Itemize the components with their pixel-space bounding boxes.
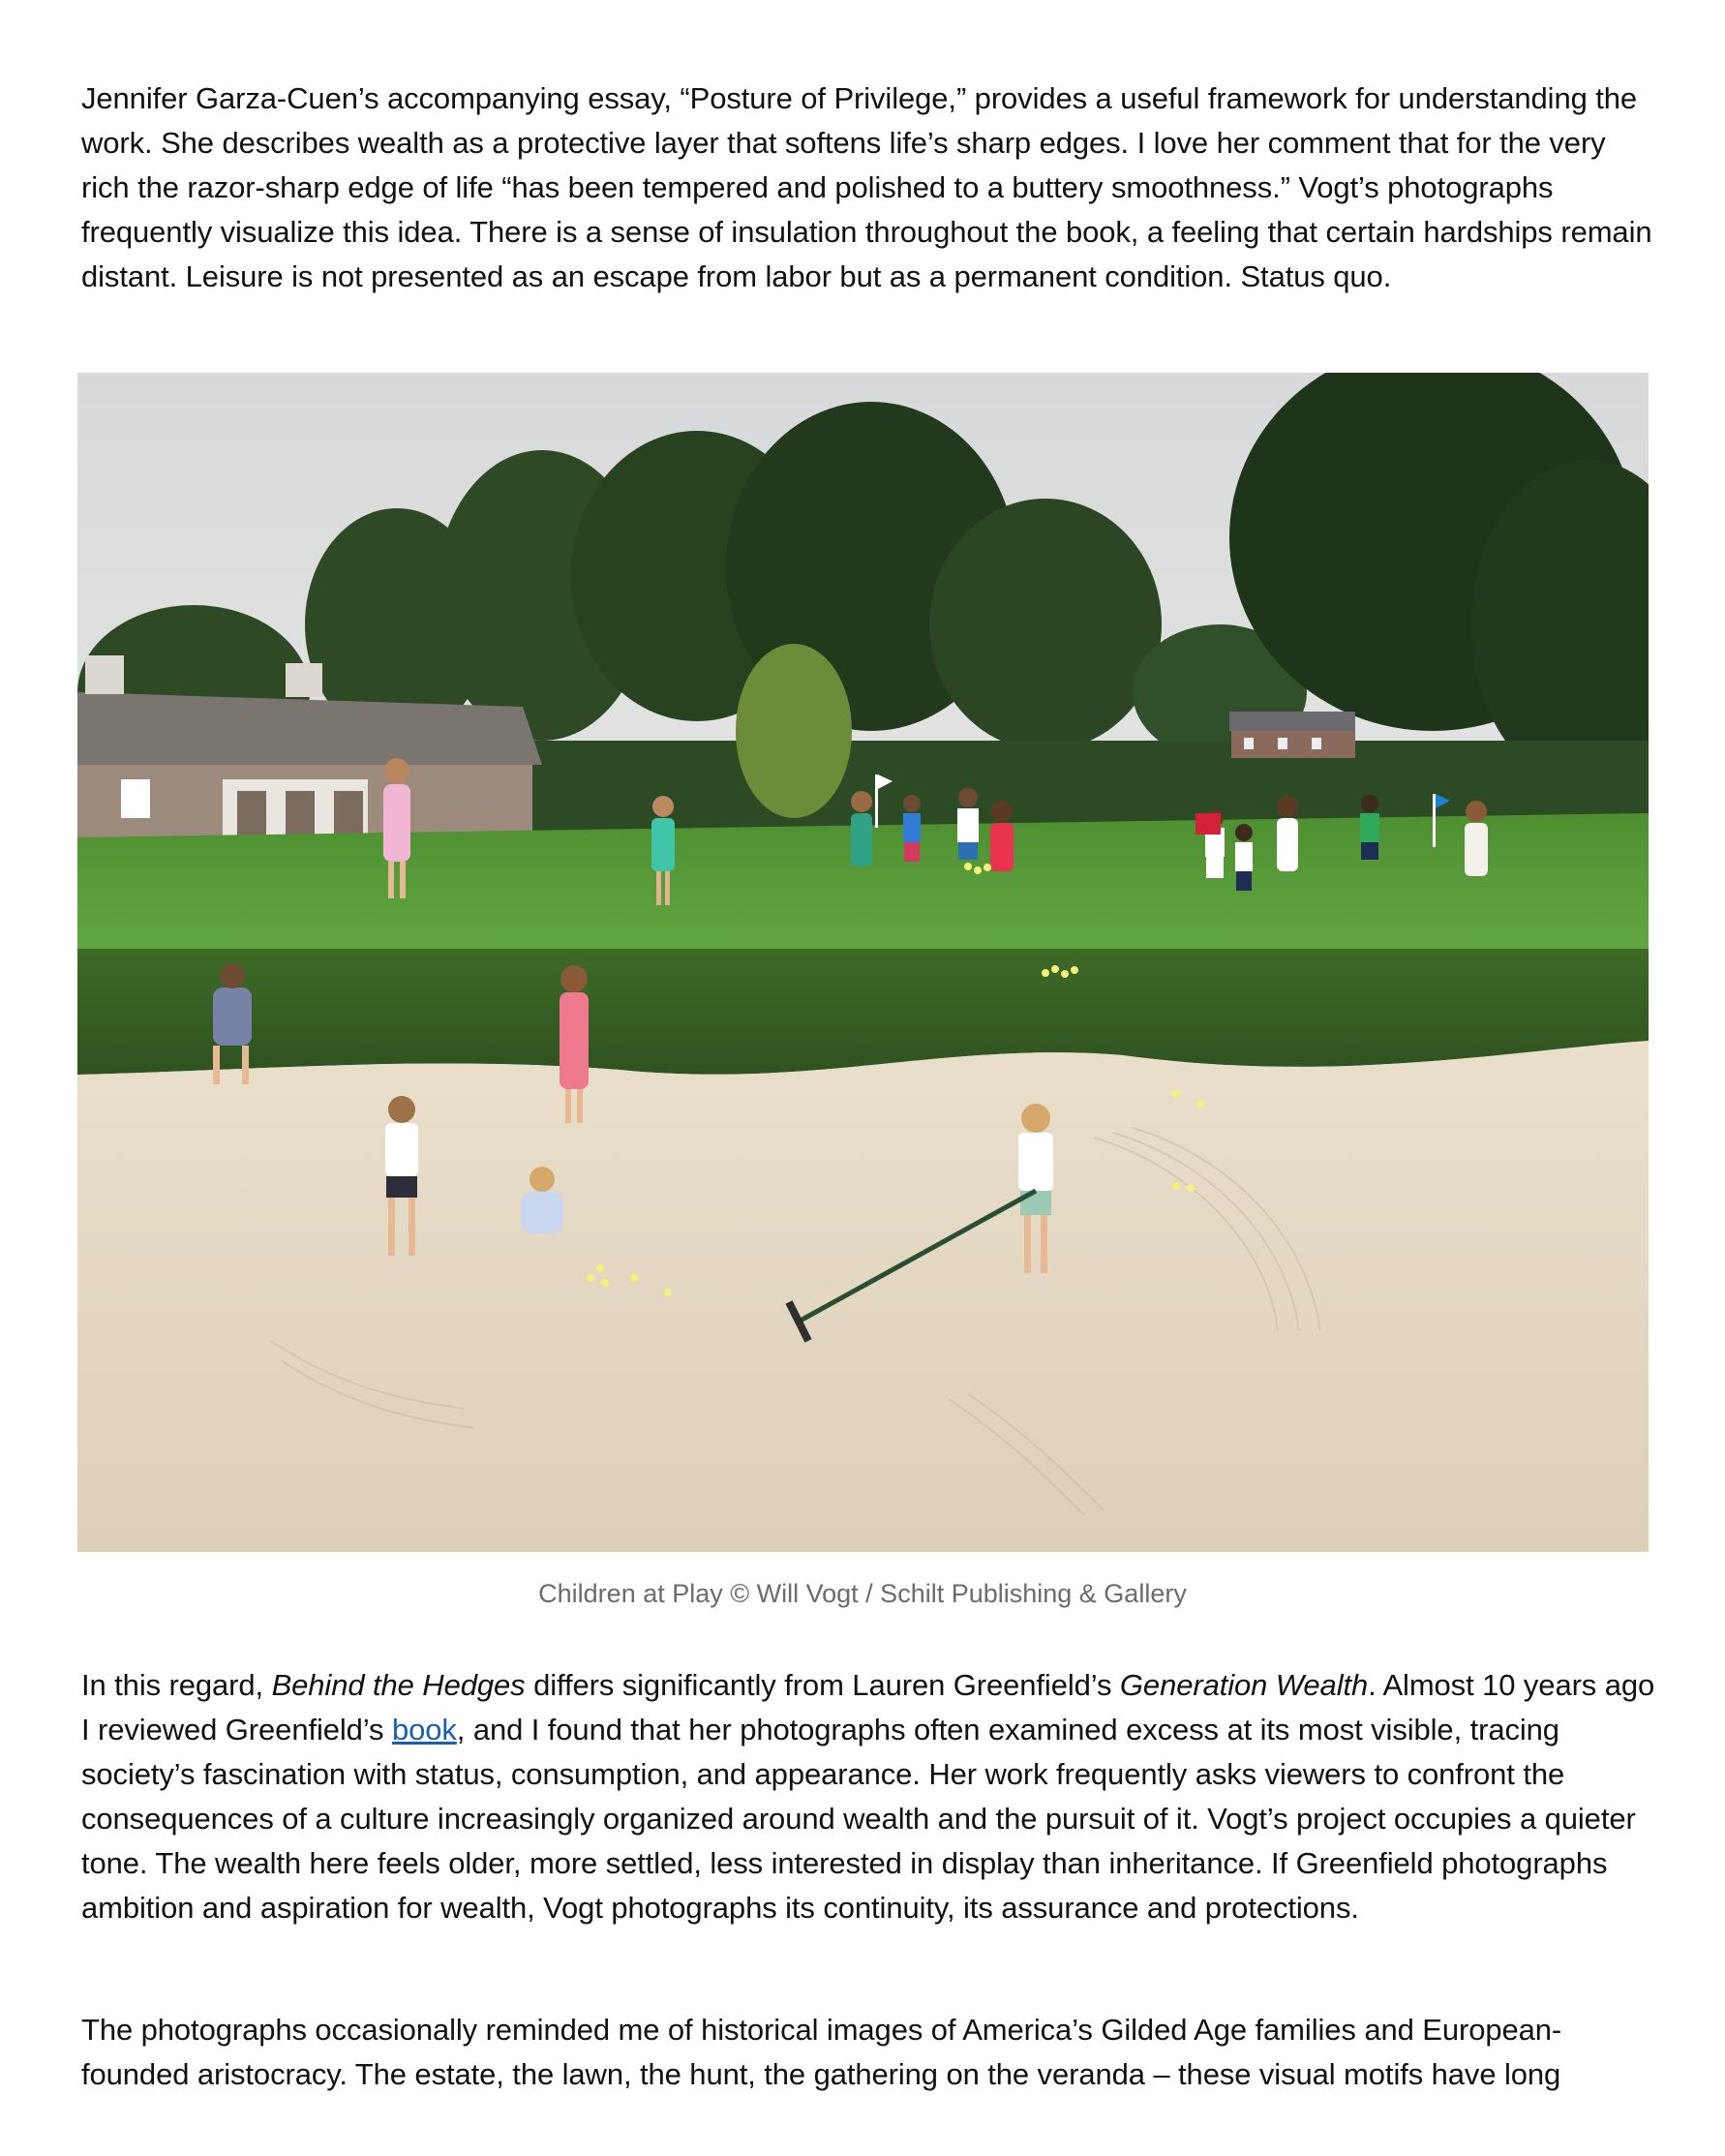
photo-illustration [77, 373, 1649, 1552]
photo-children-at-play [77, 373, 1649, 1552]
paragraph-3: The photographs occasionally reminded me of historical images of America’s Gilded Age families and European-founded aristocracy. The estate, the lawn, the hunt, the gathering on the veranda – these visual motifs have long [81, 2013, 1562, 2091]
book-title-generation-wealth: Generation Wealth [1119, 1668, 1369, 1702]
photo-caption: Children at Play © Will Vogt / Schilt Publishing & Gallery [538, 1579, 1187, 1608]
bunker-hedge [77, 949, 1649, 1075]
paragraph-2-text-3: . Almost 10 years ago I reviewed Greenfield’s [81, 1668, 1655, 1746]
paragraph-2 [81, 1663, 1659, 1930]
sand-bunker [77, 1041, 1649, 1552]
paragraph-2-text-4: , and I found that her photographs often examined excess at its most visible, tracing society’s fascination with status, consumption, and appearance. Her work frequently asks viewers to confront the consequences of a culture increasingly organized around wealth and the pursuit of it. Vogt’s project occupies a quieter tone. The wealth here feels older, more settled, less interested in display than inheritance. If Greenfield photographs ambition and aspiration for wealth, Vogt photographs its continuity, its assurance and protections. [81, 1713, 1636, 1925]
distant-house [1229, 712, 1355, 758]
book-review-link[interactable]: book [391, 1713, 457, 1746]
book-title-behind-the-hedges: Behind the Hedges [271, 1668, 526, 1702]
red-flag [1195, 813, 1221, 835]
paragraph-2-text-1: In this regard, [81, 1668, 272, 1702]
paragraph-2-text-2: differs significantly from Lauren Greenfield’s [525, 1668, 1120, 1702]
flag-pin [875, 774, 878, 828]
paragraph-1: Jennifer Garza-Cuen’s accompanying essay, “Posture of Privilege,” provides a useful framework for understanding the work. She describes wealth as a protective layer that softens life’s sharp edges. I love her comment that for the very rich the razor-sharp edge of life “has been tempered and polished to a buttery smoothness.” Vogt’s photographs frequently visualize this idea. There is a sense of insulation throughout the book, a feeling that certain hardships remain distant. Leisure is not presented as an escape from labor but as a permanent condition. Status quo. [81, 81, 1652, 293]
autumn-tree [736, 644, 852, 818]
